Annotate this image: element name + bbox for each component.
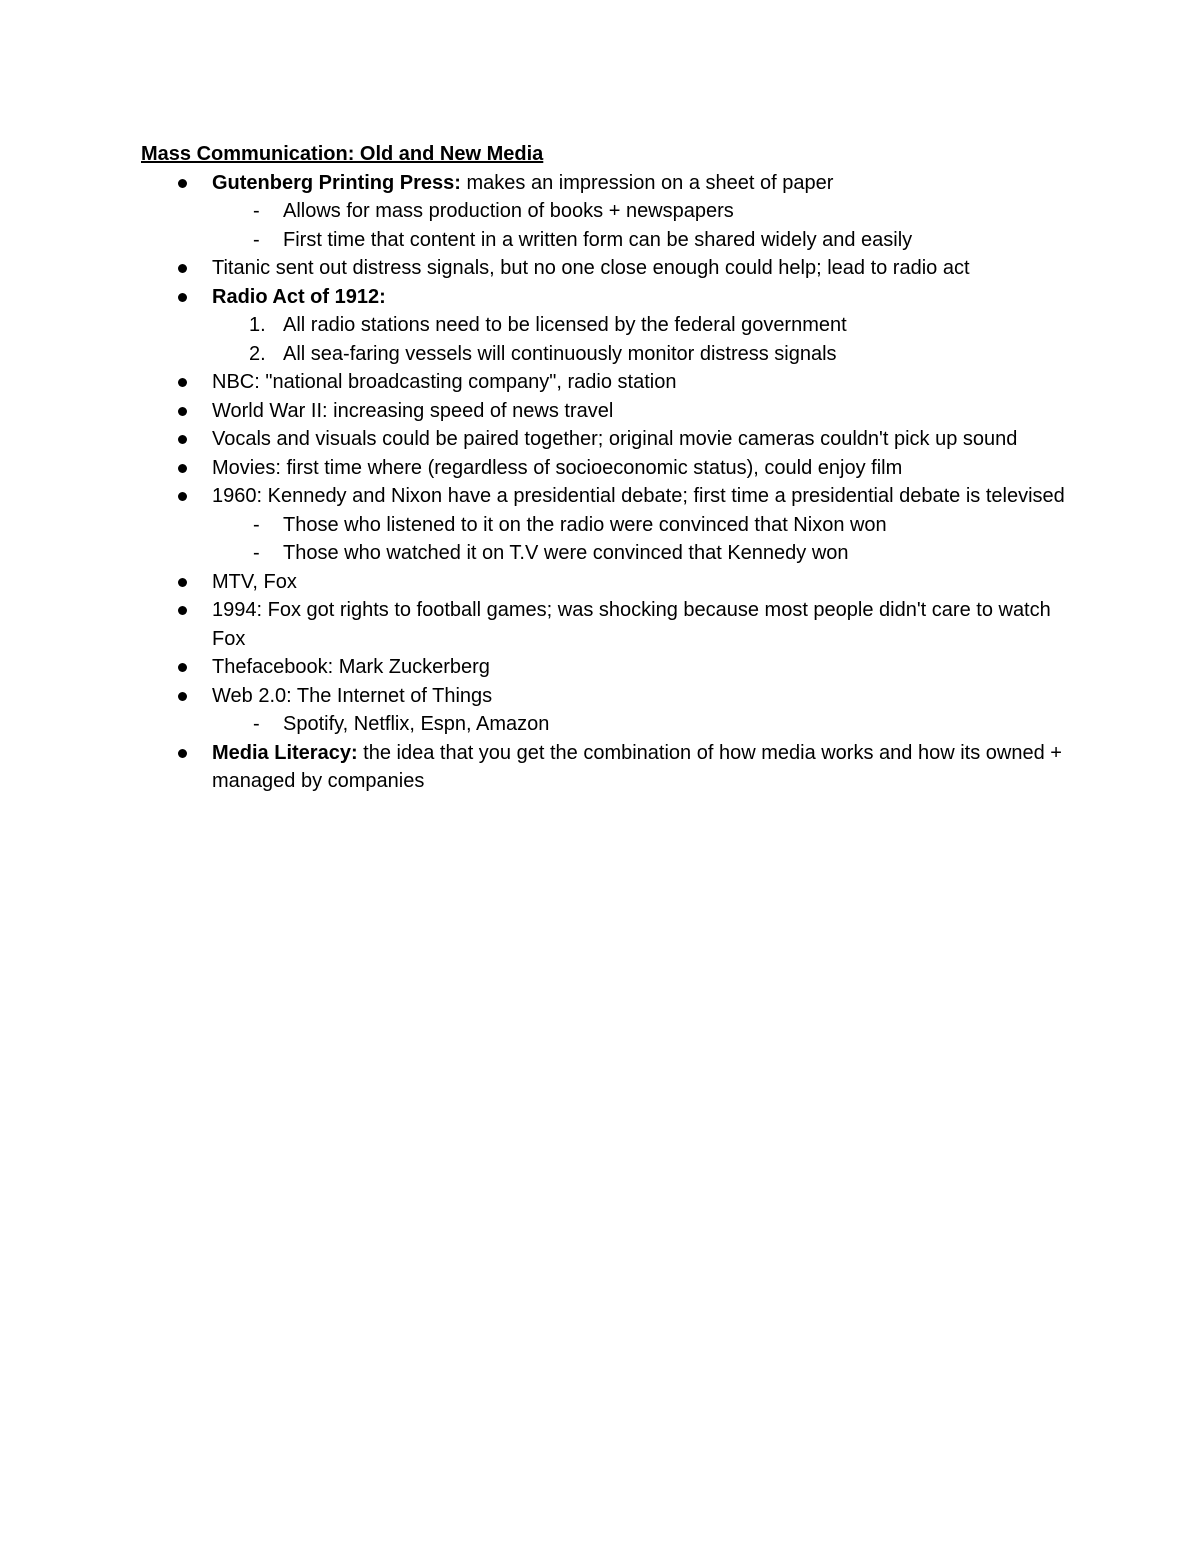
dash-marker: - [253,542,260,564]
notes-list [141,169,1071,796]
item-text: makes an impression on a sheet of paper [460,171,834,194]
sub-list-item [212,511,1071,540]
numbered-list [212,311,1071,368]
item-text: Movies: first time where (regardless of socioeconomic status), could enjoy film [212,456,903,479]
item-text: the idea that you get the combination of how media works and how its owned + managed by companies [212,741,1062,792]
number-marker: 2. [249,342,266,365]
item-term: Media Literacy: [212,741,358,764]
numbered-item-text: All radio stations need to be licensed by the federal government [283,314,847,336]
item-text: Thefacebook: Mark Zuckerberg [212,656,490,678]
list-item [141,169,1071,255]
sub-item-text: First time that content in a written form can be shared widely and easily [283,228,913,251]
numbered-list-item [212,340,1071,369]
sub-item-text: Those who watched it on T.V were convinced that Kennedy won [283,542,849,564]
bullet-icon [178,464,187,473]
sub-list [212,710,1071,739]
list-item [141,425,1071,454]
list-item [141,568,1071,597]
list-item [141,596,1071,653]
bullet-icon [178,293,187,302]
list-item [141,283,1071,369]
bullet-icon [178,692,187,701]
bullet-icon [178,407,187,416]
list-item [141,653,1071,682]
sub-list-item [212,226,1071,255]
item-text: MTV, Fox [212,570,297,593]
bullet-icon [178,179,187,188]
dash-marker: - [253,513,260,536]
dash-marker: - [253,228,260,251]
item-text: 1994: Fox got rights to football games; was shocking because most people didn't care to watch Fox [212,599,1051,650]
sub-list-item [212,710,1071,739]
bullet-icon [178,606,187,615]
list-item [141,368,1071,397]
bullet-icon [178,663,187,672]
bullet-icon [178,435,187,444]
sub-list-item [212,539,1071,568]
bullet-icon [178,378,187,387]
item-text: World War II: increasing speed of news travel [212,399,614,422]
item-term: Radio Act of 1912: [212,285,386,308]
bullet-icon [178,492,187,501]
sub-item-text: Allows for mass production of books + newspapers [283,200,734,222]
dash-marker: - [253,713,260,735]
sub-list [212,197,1071,254]
notes-content [141,140,1071,796]
list-item [141,482,1071,568]
number-marker: 1. [249,314,266,336]
item-text: NBC: "national broadcasting company", radio station [212,371,677,393]
numbered-item-text: All sea-faring vessels will continuously monitor distress signals [283,342,837,365]
item-text: 1960: Kennedy and Nixon have a presidential debate; first time a presidential debate is televised [212,485,1065,507]
list-item [141,397,1071,426]
list-item [141,739,1071,796]
bullet-icon [178,749,187,758]
sub-list [212,511,1071,568]
bullet-icon [178,264,187,273]
list-item [141,454,1071,483]
list-item [141,682,1071,739]
bullet-icon [178,578,187,587]
item-text: Vocals and visuals could be paired together; original movie cameras couldn't pick up sound [212,428,1018,450]
sub-item-text: Those who listened to it on the radio were convinced that Nixon won [283,513,887,536]
list-item [141,254,1071,283]
numbered-list-item [212,311,1071,340]
item-text: Web 2.0: The Internet of Things [212,684,493,707]
sub-list-item [212,197,1071,226]
item-term: Gutenberg Printing Press: [212,171,461,194]
page-title: Mass Communication: Old and New Media [141,143,544,165]
sub-item-text: Spotify, Netflix, Espn, Amazon [283,713,550,735]
dash-marker: - [253,200,260,222]
item-text: Titanic sent out distress signals, but no one close enough could help; lead to radio act [212,257,970,279]
